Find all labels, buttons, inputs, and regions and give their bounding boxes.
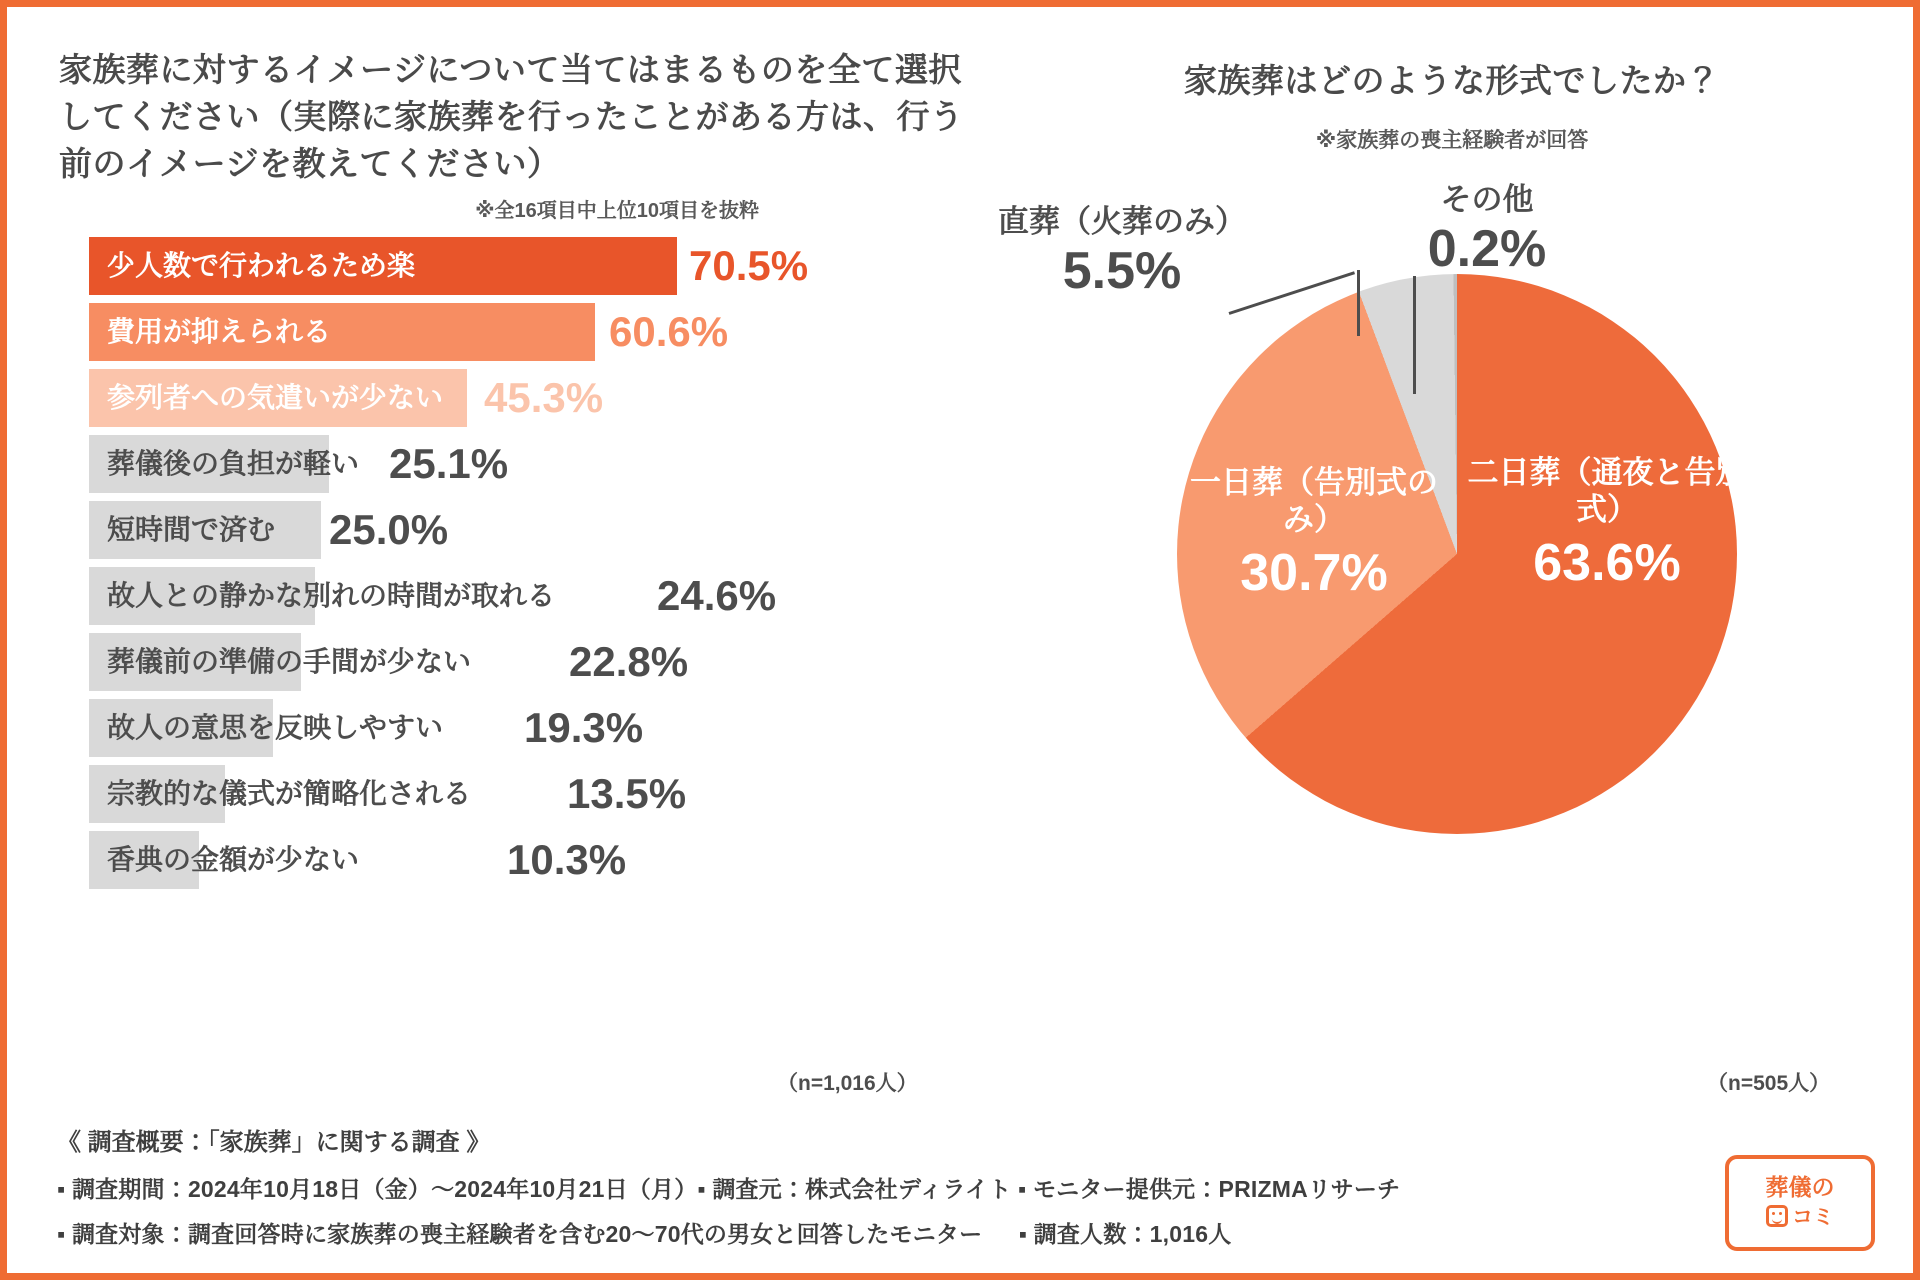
- brand-logo-line-1: 葬儀の: [1765, 1173, 1835, 1200]
- pie-slice-name: 直葬（火葬のみ）: [998, 204, 1246, 239]
- bar-row: [59, 435, 979, 493]
- brand-logo: [1725, 1155, 1875, 1251]
- pie-chart: [998, 164, 1887, 924]
- bar-value-label: 22.8%: [569, 637, 689, 685]
- left-question-title: 家族葬に対するイメージについて当てはまるものを全て選択してください（実際に家族葬を行ったことがある方は、行う前のイメージを教えてください）: [59, 51, 964, 182]
- bar-value-label: 13.5%: [567, 769, 687, 817]
- left-note: ※全16項目中上位10項目を抜粋: [475, 199, 759, 222]
- bar-value-label: 25.1%: [389, 439, 509, 487]
- pie-slice-value: 0.2%: [1427, 219, 1547, 278]
- bar-category-label: 短時間で済む: [107, 513, 276, 545]
- pie-slice-value: 63.6%: [1533, 534, 1681, 593]
- right-panel: [998, 55, 1887, 924]
- pie-slice-value: 5.5%: [1062, 241, 1182, 300]
- pie-outside-label-direct: [957, 204, 1287, 301]
- bar-value-label: 25.0%: [329, 505, 449, 553]
- bar-row: [59, 237, 979, 295]
- bar-value-label: 19.3%: [524, 703, 644, 751]
- survey-overview-line-2: ▪ 調査対象：調査回答時に家族葬の喪主経験者を含む20〜70代の男女と回答したモニター ▪ 調査人数：1,016人: [57, 1221, 1232, 1247]
- bar-row: [59, 633, 979, 691]
- bar-value-label: 70.5%: [689, 241, 809, 289]
- bar-row: [59, 765, 979, 823]
- bar-row: [59, 831, 979, 889]
- right-sample-size: （n=505人）: [1707, 1072, 1831, 1095]
- pie-leader-line-other: [1413, 276, 1416, 394]
- pie-slice-value: 30.7%: [1240, 544, 1388, 603]
- bar-row: [59, 303, 979, 361]
- right-note: ※家族葬の喪主経験者が回答: [1315, 129, 1589, 152]
- left-panel: [59, 47, 979, 897]
- bar-category-label: 故人の意思を反映しやすい: [107, 711, 444, 743]
- bar-row: [59, 501, 979, 559]
- bar-category-label: 費用が抑えられる: [107, 315, 332, 347]
- pie-slice-label-2day: [1457, 454, 1757, 595]
- bar-category-label: 宗教的な儀式が簡略化される: [107, 777, 472, 809]
- brand-logo-line-2-wrap: [1766, 1201, 1834, 1231]
- bar-value-label: 10.3%: [507, 835, 627, 883]
- pie-slice-name: その他: [1440, 182, 1534, 217]
- left-sample-size: （n=1,016人）: [777, 1072, 918, 1095]
- bar-category-label: 葬儀後の負担が軽い: [107, 447, 360, 479]
- brand-logo-line-2: コミ: [1792, 1206, 1834, 1230]
- bar-row: [59, 567, 979, 625]
- right-question-title: 家族葬はどのような形式でしたか？: [1184, 62, 1720, 99]
- pie-slice-name: 二日葬（通夜と告別式）: [1467, 455, 1747, 528]
- pie-leader-line-direct-vertical: [1357, 270, 1360, 336]
- bar-value-label: 24.6%: [657, 571, 777, 619]
- pie-slice-name: 一日葬（告別式のみ）: [1190, 465, 1438, 538]
- bar-category-label: 少人数で行われるため楽: [107, 249, 416, 281]
- bar-row: [59, 699, 979, 757]
- survey-overview-line-1: ▪ 調査期間：2024年10月18日（金）〜2024年10月21日（月）▪ 調査元：株式会社ディライト ▪ モニター提供元：PRIZMAリサーチ: [57, 1176, 1401, 1202]
- smiley-face-icon: [1766, 1205, 1788, 1227]
- bar-category-label: 参列者への気遣いが少ない: [107, 381, 444, 413]
- bar-value-label: 45.3%: [484, 373, 604, 421]
- survey-overview: [57, 1122, 1757, 1261]
- pie-slice-label-1day: [1169, 464, 1459, 605]
- survey-overview-heading: 《 調査概要：「家族葬」に関する調査 》: [57, 1129, 491, 1156]
- bar-category-label: 故人との静かな別れの時間が取れる: [107, 579, 556, 611]
- bar-category-label: 葬儀前の準備の手間が少ない: [107, 645, 472, 677]
- bar-chart: [59, 237, 979, 889]
- bar-value-label: 60.6%: [609, 307, 729, 355]
- bar-row: [59, 369, 979, 427]
- pie-outside-label-other: [1347, 182, 1627, 279]
- bar-category-label: 香典の金額が少ない: [107, 843, 360, 875]
